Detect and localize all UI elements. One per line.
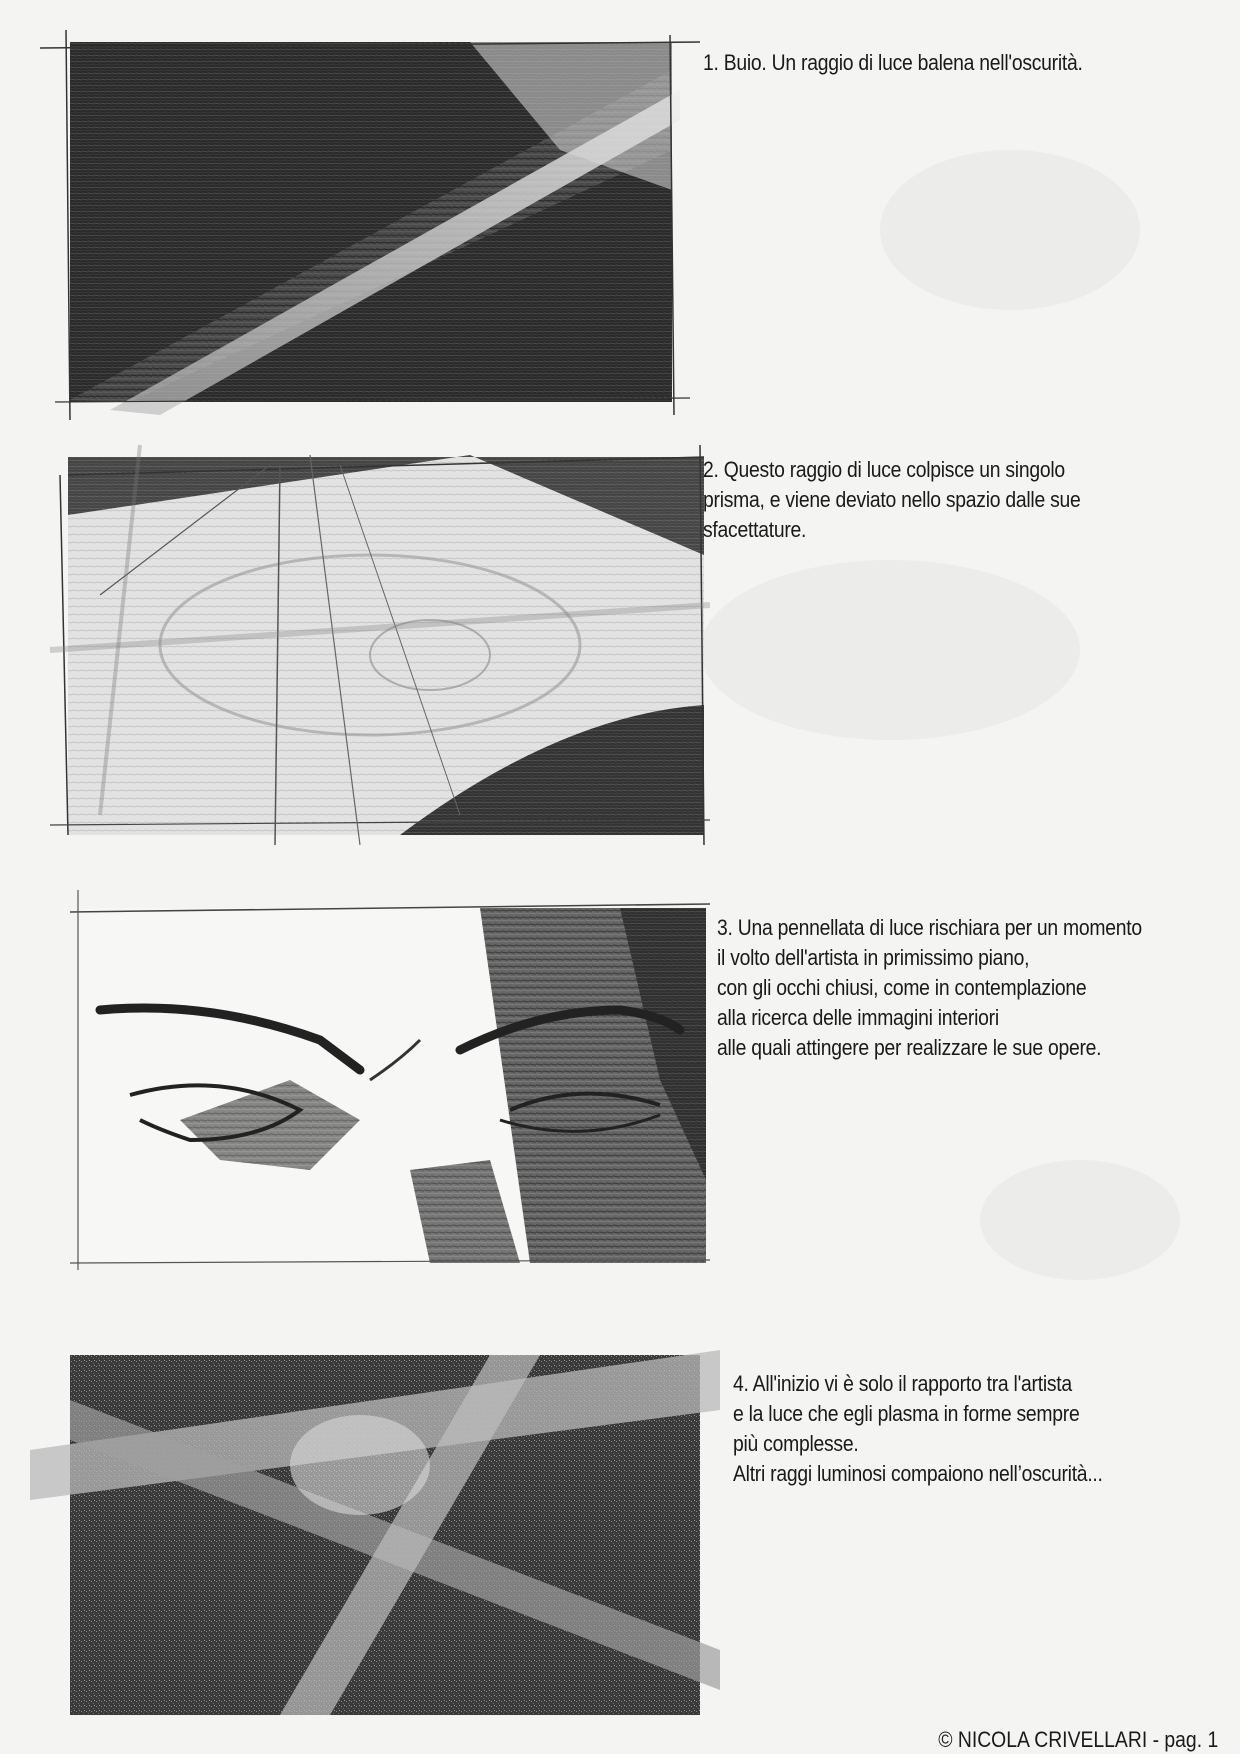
- panel-2-caption: [703, 455, 1081, 545]
- caption-line: il volto dell'artista in primissimo piano,: [717, 945, 1030, 970]
- panel-3-sketch: [60, 880, 720, 1290]
- storyboard-panel-2: [40, 435, 720, 855]
- panel-1-caption: [703, 48, 1083, 78]
- panel-3-caption: [717, 913, 1142, 1063]
- paper-smudge: [700, 560, 1080, 740]
- caption-line: prisma, e viene deviato nello spazio dalle sue: [703, 487, 1081, 512]
- caption-line: 3. Una pennellata di luce rischiara per un momento: [717, 915, 1142, 940]
- storyboard-panel-1: [40, 30, 700, 420]
- caption-line: e la luce che egli plasma in forme sempre: [733, 1401, 1080, 1426]
- caption-line: con gli occhi chiusi, come in contemplazione: [717, 975, 1087, 1000]
- panel-4-caption: [733, 1369, 1103, 1489]
- panel-4-sketch: [30, 1330, 720, 1725]
- paper-smudge: [880, 150, 1140, 310]
- caption-line: alle quali attingere per realizzare le sue opere.: [717, 1035, 1102, 1060]
- caption-line: alla ricerca delle immagini interiori: [717, 1005, 999, 1030]
- panel-1-sketch: [40, 30, 700, 420]
- page-footer-credit: © NICOLA CRIVELLARI - pag. 1: [937, 1727, 1218, 1752]
- storyboard-panel-3: [60, 880, 720, 1290]
- caption-line: 4. All'inizio vi è solo il rapporto tra l'artista: [733, 1371, 1072, 1396]
- caption-line: sfacettature.: [703, 517, 807, 542]
- panel-2-sketch: [40, 435, 720, 855]
- storyboard-panel-4: [30, 1330, 720, 1725]
- caption-line: 1. Buio. Un raggio di luce balena nell'oscurità.: [703, 50, 1083, 75]
- paper-smudge: [980, 1160, 1180, 1280]
- caption-line: Altri raggi luminosi compaiono nell’oscurità...: [733, 1461, 1103, 1486]
- caption-line: più complesse.: [733, 1431, 859, 1456]
- caption-line: 2. Questo raggio di luce colpisce un singolo: [703, 457, 1065, 482]
